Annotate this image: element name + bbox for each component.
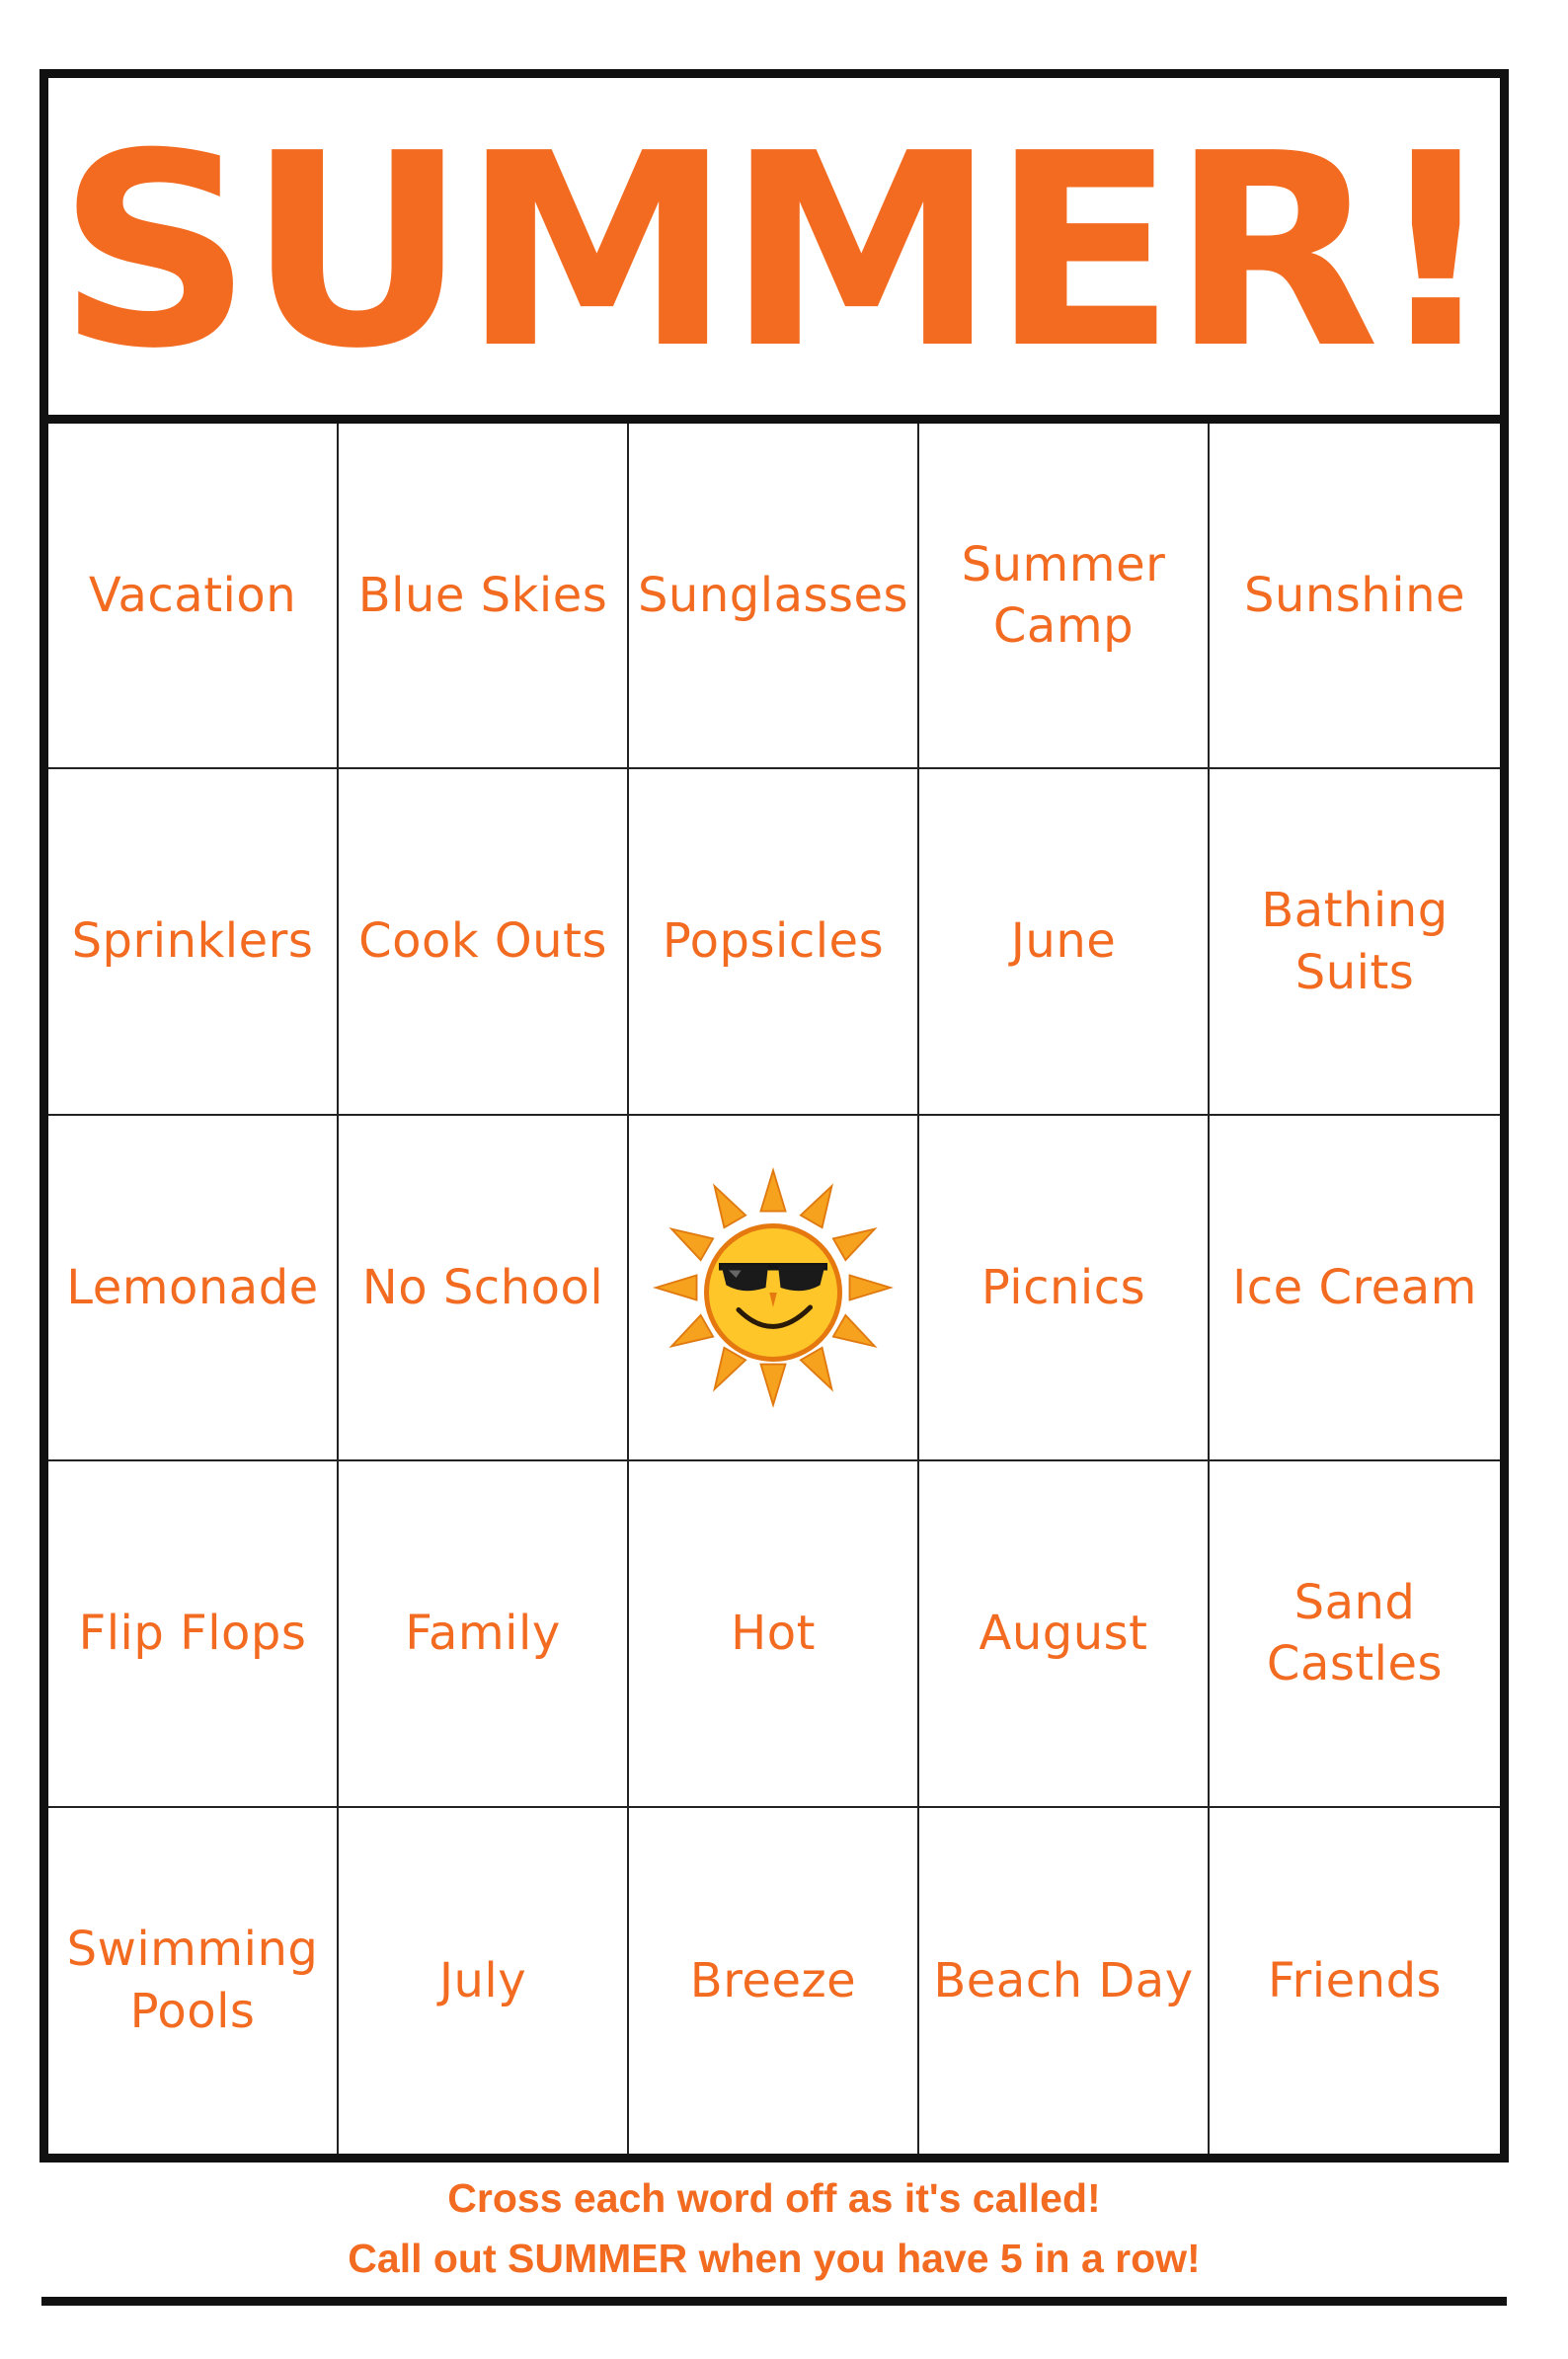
bottom-divider — [41, 2297, 1507, 2306]
free-space-cell — [629, 1116, 919, 1461]
bingo-word: Sprinklers — [71, 913, 314, 970]
bingo-cell — [629, 769, 919, 1115]
bingo-word: Picnics — [980, 1259, 1146, 1315]
bingo-word: August — [979, 1606, 1148, 1662]
bingo-word: Vacation — [88, 568, 297, 623]
instructions — [39, 2168, 1509, 2289]
bingo-cell — [919, 1808, 1210, 2154]
bingo-cell — [629, 1461, 919, 1807]
sun-ray — [801, 1180, 842, 1227]
bingo-word: Breeze — [689, 1952, 857, 2008]
bingo-word: Blue Skies — [357, 568, 608, 623]
bingo-cell — [48, 1116, 339, 1461]
bingo-word: No School — [361, 1259, 604, 1315]
sun-ray — [666, 1315, 713, 1357]
bingo-word: Sunglasses — [637, 568, 909, 623]
page-title: SUMMER! — [56, 95, 1492, 407]
bingo-cell — [1210, 424, 1500, 769]
sun-ray — [850, 1275, 891, 1299]
bingo-cell — [919, 424, 1210, 769]
bingo-word: Flip Flops — [78, 1606, 307, 1662]
bingo-word: July — [438, 1952, 527, 2008]
bingo-word: Hot — [731, 1606, 816, 1662]
sun-ray — [656, 1275, 696, 1299]
bingo-cell — [1210, 1808, 1500, 2154]
bingo-cell — [339, 424, 629, 769]
sun-ray — [801, 1348, 842, 1395]
bingo-cell — [48, 769, 339, 1115]
bingo-cell — [919, 1116, 1210, 1461]
bingo-word: Cook Outs — [358, 913, 607, 970]
bingo-word: Ice Cream — [1232, 1259, 1477, 1315]
bingo-cell — [1210, 1461, 1500, 1807]
bingo-cell — [48, 424, 339, 769]
bingo-word: Summer Camp — [961, 536, 1166, 655]
bingo-cell — [48, 1461, 339, 1807]
bingo-cell — [48, 1808, 339, 2154]
bingo-word: Popsicles — [662, 913, 885, 970]
bingo-word: Lemonade — [66, 1259, 319, 1315]
bingo-word: June — [1010, 913, 1117, 970]
sun-ray — [761, 1170, 786, 1211]
sun-ray — [833, 1315, 881, 1357]
sun-ray — [833, 1219, 881, 1260]
instruction-line-1: Cross each word off as it's called! — [447, 2175, 1101, 2221]
bingo-cell — [919, 769, 1210, 1115]
bingo-cell — [339, 1116, 629, 1461]
sun-ray — [704, 1348, 745, 1395]
instruction-line-2: Call out SUMMER when you have 5 in a row! — [348, 2236, 1201, 2281]
bingo-grid — [48, 424, 1500, 2154]
smiling-sun-with-sunglasses-icon — [650, 1164, 897, 1411]
bingo-word: Beach Day — [933, 1952, 1194, 2008]
bingo-cell — [339, 1808, 629, 2154]
card-header — [48, 78, 1500, 424]
bingo-cell — [629, 1808, 919, 2154]
bingo-cell — [339, 769, 629, 1115]
bingo-word: Swimming Pools — [66, 1922, 319, 2039]
sun-ray — [704, 1180, 745, 1227]
bingo-word: Friends — [1267, 1952, 1443, 2008]
bingo-word: Sand Castles — [1266, 1575, 1444, 1692]
bingo-cell — [919, 1461, 1210, 1807]
bingo-cell — [1210, 769, 1500, 1115]
sun-ray — [761, 1364, 786, 1404]
bingo-cell — [629, 424, 919, 769]
bingo-word: Family — [405, 1606, 561, 1662]
bingo-card — [39, 69, 1509, 2162]
sun-ray — [666, 1219, 713, 1260]
bingo-word: Bathing Suits — [1261, 883, 1449, 1000]
bingo-word: Sunshine — [1243, 568, 1466, 623]
bingo-cell — [339, 1461, 629, 1807]
bingo-cell — [1210, 1116, 1500, 1461]
